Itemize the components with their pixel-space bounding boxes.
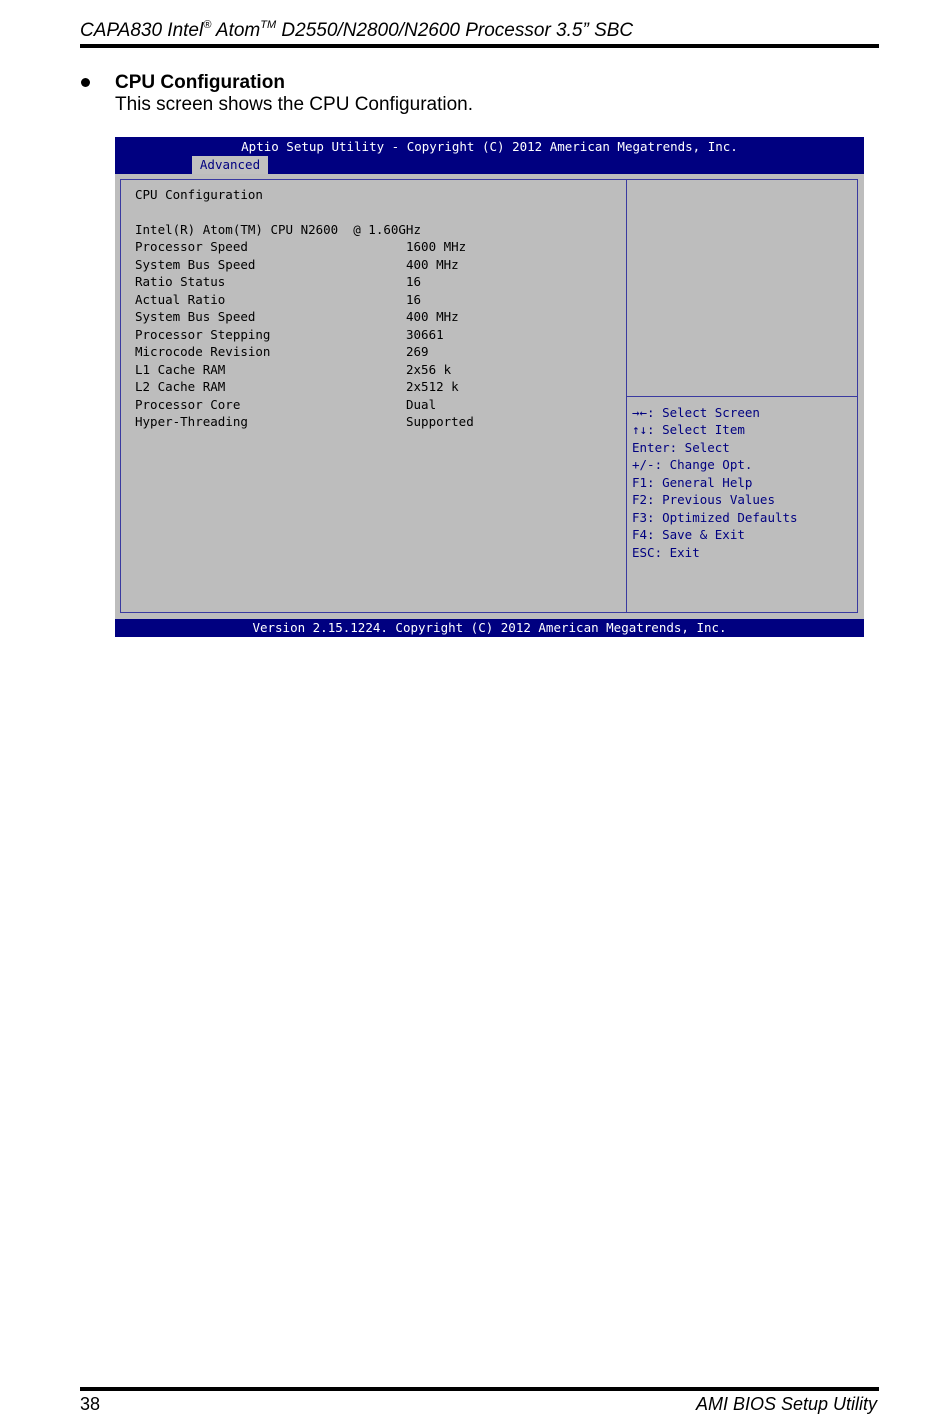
trademark-mark: TM bbox=[260, 19, 277, 31]
row-label-l2-cache: L2 Cache RAM bbox=[135, 379, 226, 394]
help-esc-exit: ESC: Exit bbox=[632, 545, 700, 560]
row-value-l2-cache: 2x512 k bbox=[406, 379, 459, 394]
help-divider bbox=[626, 396, 857, 397]
row-label-system-bus-speed: System Bus Speed bbox=[135, 257, 256, 272]
cpu-name: Intel(R) Atom(TM) CPU N2600 @ 1.60GHz bbox=[135, 222, 421, 237]
row-label-actual-ratio: Actual Ratio bbox=[135, 292, 226, 307]
row-label-ratio-status: Ratio Status bbox=[135, 274, 226, 289]
row-label-processor-speed: Processor Speed bbox=[135, 239, 248, 254]
row-value-l1-cache: 2x56 k bbox=[406, 362, 452, 377]
row-value-actual-ratio: 16 bbox=[406, 292, 422, 307]
row-label-hyper-threading: Hyper-Threading bbox=[135, 414, 248, 429]
tab-advanced[interactable]: Advanced bbox=[192, 156, 268, 174]
page-number: 38 bbox=[80, 1394, 101, 1414]
row-label-processor-core: Processor Core bbox=[135, 397, 241, 412]
header-text-2: Atom bbox=[211, 20, 261, 41]
row-value-system-bus-speed-2: 400 MHz bbox=[406, 309, 459, 324]
row-label-system-bus-speed-2: System Bus Speed bbox=[135, 309, 256, 324]
row-value-system-bus-speed: 400 MHz bbox=[406, 257, 459, 272]
bios-version-text: Version 2.15.1224. Copyright (C) 2012 American Megatrends, Inc. bbox=[252, 620, 727, 635]
footer-title: AMI BIOS Setup Utility bbox=[695, 1394, 877, 1414]
bios-top-bar bbox=[115, 137, 864, 174]
registered-mark: ® bbox=[203, 19, 212, 31]
section-description: This screen shows the CPU Configuration. bbox=[115, 94, 473, 115]
help-select-item: ↑↓: Select Item bbox=[632, 422, 745, 437]
help-optimized-defaults: F3: Optimized Defaults bbox=[632, 510, 798, 525]
bios-screen-title: CPU Configuration bbox=[135, 187, 263, 202]
row-value-processor-stepping: 30661 bbox=[406, 327, 444, 342]
bios-main-panel bbox=[120, 179, 858, 613]
section-heading: CPU Configuration bbox=[115, 72, 285, 93]
document-header bbox=[80, 19, 633, 42]
help-general-help: F1: General Help bbox=[632, 475, 753, 490]
help-enter-select: Enter: Select bbox=[632, 440, 730, 455]
help-select-screen: →←: Select Screen bbox=[632, 405, 760, 420]
row-value-microcode-revision: 269 bbox=[406, 344, 429, 359]
bios-bottom-bar bbox=[115, 619, 864, 637]
row-label-processor-stepping: Processor Stepping bbox=[135, 327, 271, 342]
row-value-processor-core: Dual bbox=[406, 397, 437, 412]
help-previous-values: F2: Previous Values bbox=[632, 492, 775, 507]
row-value-ratio-status: 16 bbox=[406, 274, 422, 289]
header-text-3: D2550/N2800/N2600 Processor 3.5” SBC bbox=[276, 20, 634, 41]
row-value-processor-speed: 1600 MHz bbox=[406, 239, 467, 254]
help-change-opt: +/-: Change Opt. bbox=[632, 457, 753, 472]
bios-top-title: Aptio Setup Utility - Copyright (C) 2012 American Megatrends, Inc. bbox=[241, 139, 738, 154]
row-value-hyper-threading: Supported bbox=[406, 414, 474, 429]
footer-rule bbox=[80, 1387, 879, 1391]
bios-screenshot bbox=[115, 137, 864, 637]
row-label-microcode-revision: Microcode Revision bbox=[135, 344, 271, 359]
row-label-l1-cache: L1 Cache RAM bbox=[135, 362, 226, 377]
header-rule bbox=[80, 44, 879, 48]
header-text-1: CAPA830 Intel bbox=[80, 20, 204, 41]
help-save-exit: F4: Save & Exit bbox=[632, 527, 745, 542]
bullet-icon bbox=[81, 78, 90, 87]
bios-settings-pane bbox=[121, 180, 627, 612]
